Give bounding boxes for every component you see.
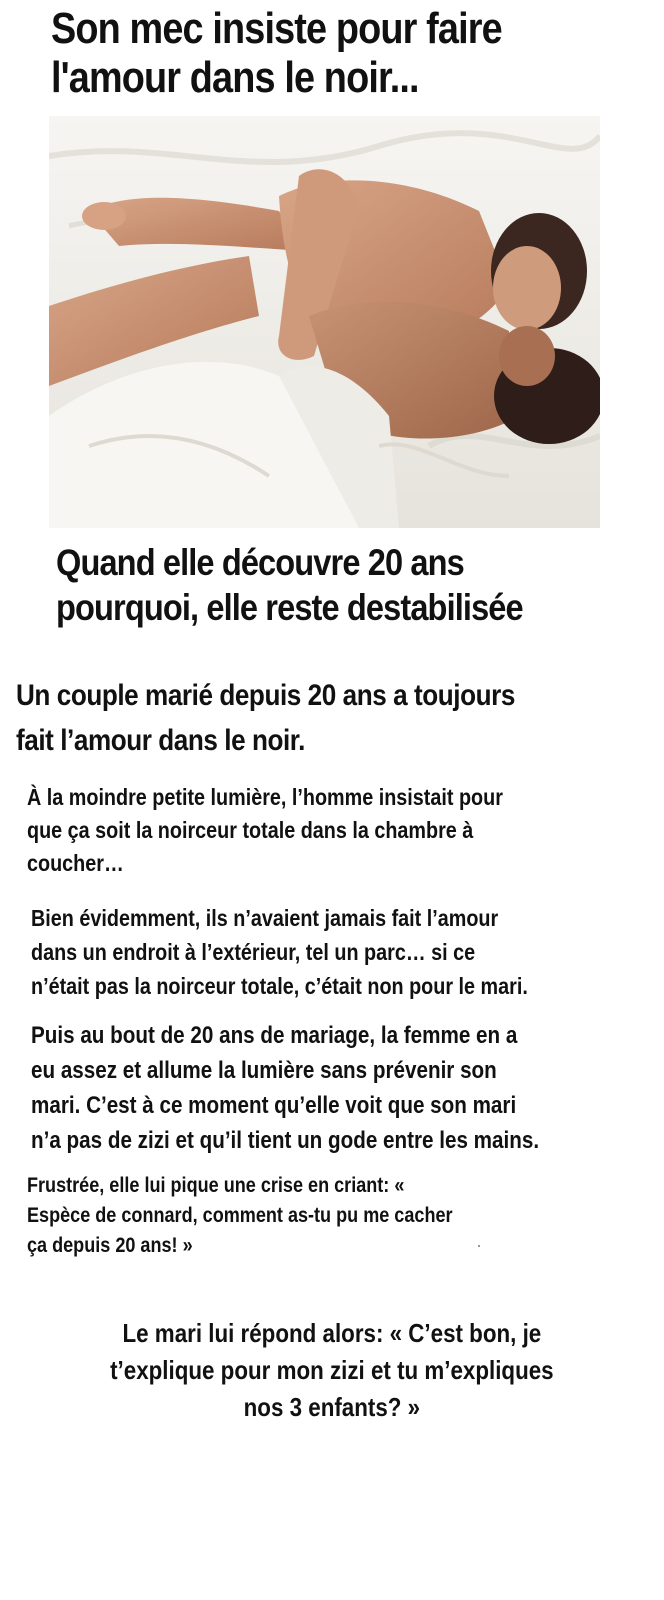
story-intro-line: fait l’amour dans le noir. bbox=[16, 724, 305, 757]
story-line: À la moindre petite lumière, l’homme insistait pour bbox=[27, 784, 503, 810]
story-line: n’a pas de zizi et qu’il tient un gode entre les mains. bbox=[31, 1127, 540, 1154]
story-line: eu assez et allume la lumière sans prévenir son bbox=[31, 1057, 497, 1084]
story-line: ça depuis 20 ans! » bbox=[27, 1234, 193, 1257]
stray-dot bbox=[478, 1245, 480, 1247]
story-intro bbox=[16, 673, 515, 763]
story-line: Le mari lui répond alors: « C’est bon, je bbox=[122, 1318, 542, 1348]
story-line: n’était pas la noirceur totale, c’était non pour le mari. bbox=[31, 973, 528, 999]
subheadline-line: pourquoi, elle reste destabilisée bbox=[56, 587, 523, 628]
story-paragraph-4 bbox=[27, 1171, 453, 1261]
story-paragraph-3 bbox=[31, 1018, 539, 1158]
story-line: Frustrée, elle lui pique une crise en criant: « bbox=[27, 1174, 405, 1197]
headline bbox=[51, 4, 502, 102]
story-line: Puis au bout de 20 ans de mariage, la femme en a bbox=[31, 1022, 518, 1049]
story-punchline-inner bbox=[110, 1315, 554, 1426]
headline-line: l'amour dans le noir... bbox=[51, 53, 419, 102]
story-line: Espèce de connard, comment as-tu pu me cacher bbox=[27, 1204, 453, 1227]
story-punchline bbox=[0, 1315, 664, 1426]
story-line: dans un endroit à l’extérieur, tel un parc… si ce bbox=[31, 939, 476, 965]
story-line: t’explique pour mon zizi et tu m’expliques bbox=[110, 1355, 554, 1385]
subheadline-line: Quand elle découvre 20 ans bbox=[56, 542, 464, 583]
story-line: nos 3 enfants? » bbox=[243, 1392, 421, 1422]
story-paragraph-2 bbox=[31, 901, 528, 1003]
photo-illustration bbox=[49, 116, 600, 528]
headline-line: Son mec insiste pour faire bbox=[51, 4, 502, 53]
story-line: que ça soit la noirceur totale dans la chambre à bbox=[27, 817, 474, 843]
couple-bed-photo bbox=[49, 116, 600, 528]
story-paragraph-1 bbox=[27, 781, 503, 880]
subheadline bbox=[56, 540, 523, 630]
story-line: coucher… bbox=[27, 850, 124, 876]
story-line: mari. C’est à ce moment qu’elle voit que son mari bbox=[31, 1092, 517, 1119]
story-intro-line: Un couple marié depuis 20 ans a toujours bbox=[16, 679, 515, 712]
story-line: Bien évidemment, ils n’avaient jamais fait l’amour bbox=[31, 905, 499, 931]
